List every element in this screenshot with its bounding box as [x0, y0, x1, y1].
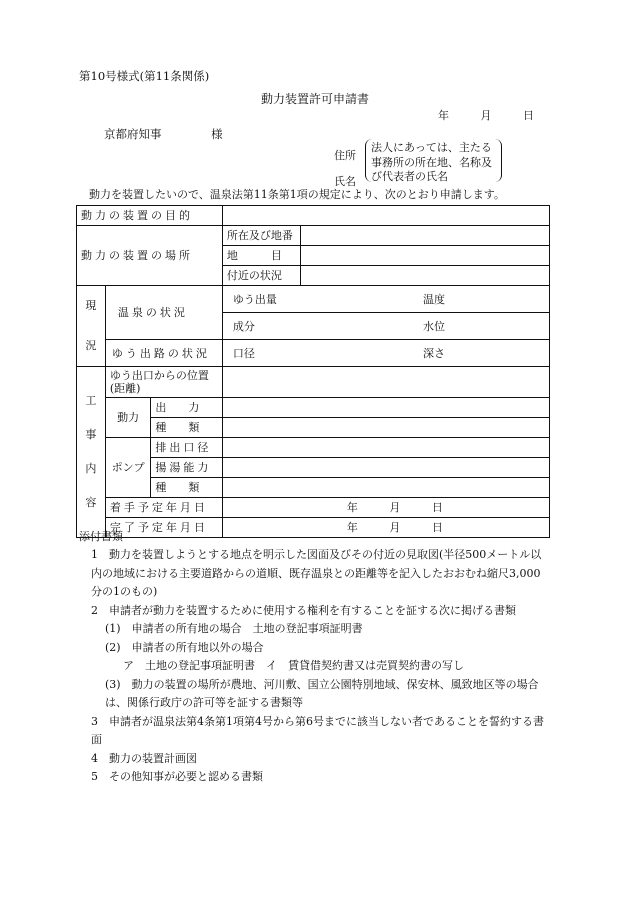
attachments-heading: 添付書類	[79, 530, 123, 543]
location-label: 動力の装置の場所	[77, 226, 223, 286]
pump-capacity-label: 揚湯能力	[151, 458, 222, 478]
location-address-value[interactable]	[300, 226, 549, 246]
pump-label: ポンプ	[105, 438, 151, 498]
application-date	[438, 110, 534, 121]
table-row	[77, 340, 550, 367]
end-day: 日	[431, 521, 443, 534]
hotspring-state-label: 温泉の状況	[105, 286, 222, 340]
current-label: 現況	[77, 286, 106, 367]
diameter-depth-cell[interactable]	[222, 340, 549, 367]
power-kind-value[interactable]	[222, 418, 549, 438]
location-category-label: 地 目	[222, 246, 300, 266]
component-level-cell[interactable]	[222, 313, 549, 340]
list-item: (3) 動力の装置の場所が農地、河川敷、国立公園特別地域、保安林、風致地区等の場合は、関係行政庁の許可等を証する書類等	[105, 677, 539, 709]
list-item: (2) 申請者の所有地以外の場合	[105, 640, 264, 654]
pump-kind-value[interactable]	[222, 478, 549, 498]
start-date-label: 着手予定年月日	[105, 498, 222, 518]
application-table	[76, 205, 550, 538]
lead-text: 動力を装置したいので、温泉法第11条第1項の規定により、次のとおり申請します。	[89, 188, 505, 201]
end-date-label: 完了予定年月日	[105, 518, 222, 538]
list-item: 2 申請者が動力を装置するために使用する権利を有することを証する次に掲げる書類	[91, 603, 516, 617]
table-row	[77, 498, 550, 518]
list-item: 5 その他知事が必要と認める書類	[91, 770, 263, 783]
date-year-label: 年	[438, 109, 449, 122]
date-day-label: 日	[523, 109, 534, 122]
position-value[interactable]	[222, 367, 549, 398]
list-item: 1 動力を装置しようとする地点を明示した図面及びその付近の見取図(半径500メートル以内の地域における主要道路からの道順、既存温泉との距離等を記入したおおむね縮尺3,000分の1のもの)	[91, 548, 542, 598]
power-output-value[interactable]	[222, 398, 549, 418]
location-surroundings-label: 付近の状況	[222, 266, 300, 286]
pump-capacity-value[interactable]	[222, 458, 549, 478]
list-item: ア 土地の登記事項証明書 イ 賃貸借契約書又は売買契約書の写し	[123, 659, 464, 672]
address-label: 住所	[334, 149, 356, 162]
table-row	[77, 367, 550, 398]
location-surroundings-value[interactable]	[300, 266, 549, 286]
list-item: (1) 申請者の所有地の場合 土地の登記事項証明書	[105, 622, 363, 635]
position-label: ゆう出口からの位置(距離)	[105, 367, 222, 398]
attachments-list	[79, 546, 549, 787]
start-year: 年	[346, 501, 358, 514]
diameter-label: 口径	[232, 346, 255, 360]
table-row	[77, 286, 550, 313]
depth-label: 深さ	[423, 346, 445, 360]
table-row	[77, 438, 550, 458]
name-label: 氏名	[334, 175, 356, 188]
addressee-suffix: 様	[211, 127, 223, 141]
purpose-label: 動力の装置の目的	[77, 206, 223, 226]
outlet-state-label: ゆう出路の状況	[105, 340, 222, 367]
flow-label: ゆう出量	[232, 292, 277, 306]
pump-discharge-value[interactable]	[222, 438, 549, 458]
power-label: 動力	[105, 398, 151, 438]
form-number: 第10号様式(第11条関係)	[79, 69, 210, 83]
start-day: 日	[431, 501, 443, 514]
pump-kind-label: 種 類	[151, 478, 222, 498]
pump-discharge-label: 排出口径	[151, 438, 222, 458]
flow-temp-cell[interactable]	[222, 286, 549, 313]
component-label: 成分	[232, 319, 255, 333]
table-row	[77, 226, 550, 246]
table-row	[77, 206, 550, 226]
location-category-value[interactable]	[300, 246, 549, 266]
table-row	[77, 398, 550, 418]
purpose-value[interactable]	[222, 206, 549, 226]
end-month: 月	[389, 521, 401, 534]
table-row	[77, 518, 550, 538]
end-date-value[interactable]	[222, 518, 549, 538]
temperature-label: 温度	[423, 292, 445, 306]
addressee	[104, 129, 223, 141]
end-year: 年	[346, 521, 358, 534]
addressee-name: 京都府知事	[104, 127, 162, 141]
list-item: 4 動力の装置計画図	[91, 751, 197, 765]
start-date-value[interactable]	[222, 498, 549, 518]
location-address-label: 所在及び地番	[222, 226, 300, 246]
date-month-label: 月	[480, 109, 492, 122]
power-kind-label: 種 類	[151, 418, 222, 438]
bracket-note: 法人にあっては、主たる事務所の所在地、名称及び代表者の氏名	[371, 141, 492, 183]
water-level-label: 水位	[423, 319, 445, 333]
work-label: 工事内容	[77, 367, 106, 538]
page-title: 動力装置許可申請書	[260, 92, 369, 106]
power-output-label: 出 力	[151, 398, 222, 418]
start-month: 月	[389, 501, 401, 514]
list-item: 3 申請者が温泉法第4条第1項第4号から第6号までに該当しない者であることを誓約する書面	[91, 714, 544, 746]
